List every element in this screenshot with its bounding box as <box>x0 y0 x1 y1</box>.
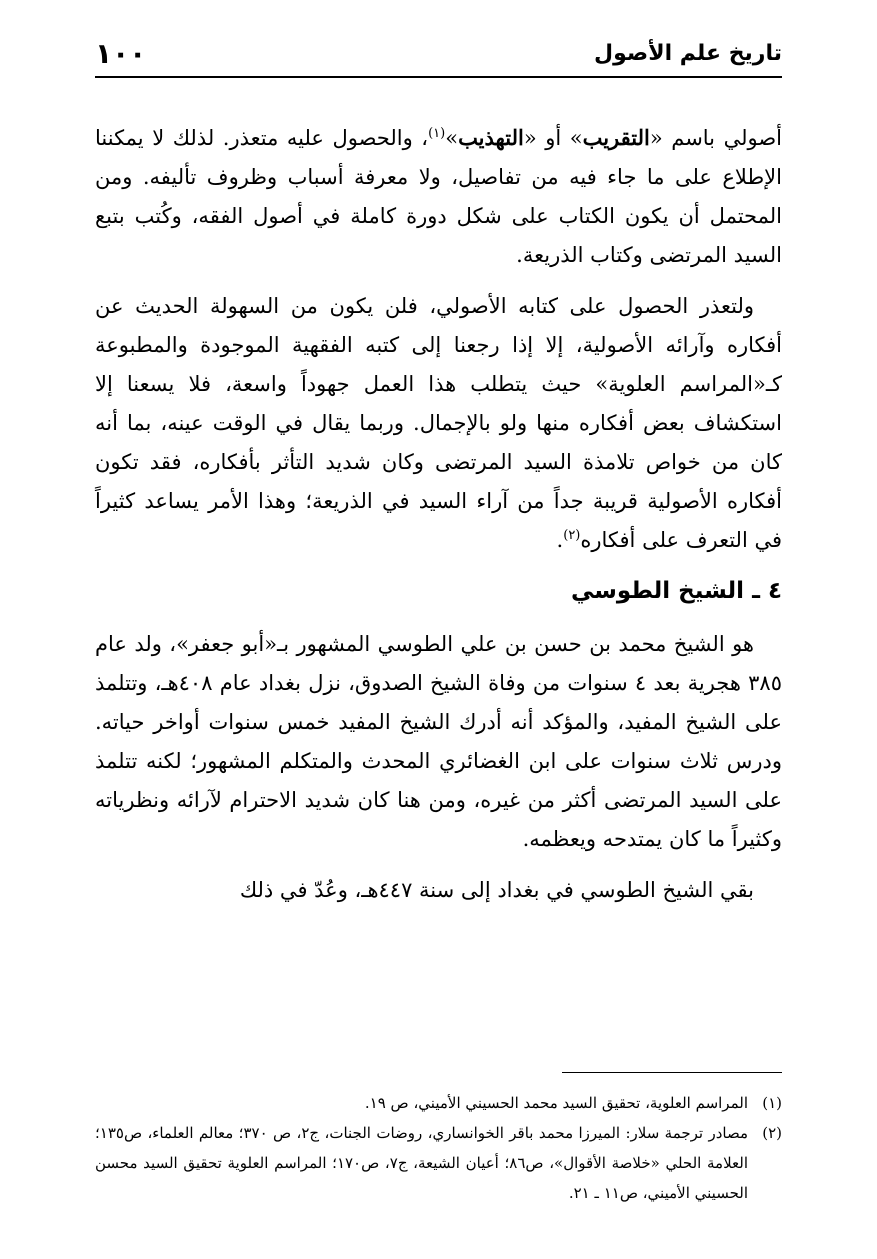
paragraph-3: هو الشيخ محمد بن حسن بن علي الطوسي المشهور بـ«أبو جعفر»، ولد عام ٣٨٥ هجرية بعد ٤ سنوات من وفاة الشيخ الصدوق، نزل بغداد عام ٤٠٨هـ، وتتلمذ على الشيخ المفيد، والمؤكد أنه أدرك الشيخ المفيد خمس سنوات أواخر حياته. ودرس ثلاث سنوات على ابن الغضائري المحدث والمتكلم المشهور؛ لكنه تتلمذ على السيد المرتضى أكثر من غيره، ومن هنا كان شديد الاحترام لآرائه ونظرياته وكثيراً ما كان يمتدحه ويعظمه. <box>95 632 782 851</box>
body-text <box>95 118 782 922</box>
footnote-ref-1[interactable]: (١) <box>428 126 446 141</box>
paragraph-2-part-b: . <box>556 528 564 552</box>
paragraph-1-part-e: » <box>445 126 459 150</box>
footnote-text: المراسم العلوية، تحقيق السيد محمد الحسيني الأميني، ص ١٩. <box>364 1094 748 1112</box>
paragraph-2 <box>95 287 782 560</box>
paragraph-1-part-a: أصولي باسم « <box>649 126 782 150</box>
footnote-2 <box>95 1118 782 1208</box>
book-title-tahdhib: التهذيب <box>458 125 524 150</box>
paragraph-1-part-f: ، والحصول عليه متعذر. لذلك لا يمكننا الإطلاع على ما جاء فيه من تفاصيل، ولا معرفة أسباب وظروف تأليفه. ومن المحتمل أن يكون الكتاب على شكل دورة كاملة في أصول الفقه، وكُتب بتبع السيد المرتضى وكتاب الذريعة. <box>95 126 782 267</box>
book-title-taqrib: التقريب <box>582 125 650 150</box>
page-header <box>95 30 782 78</box>
footnotes <box>95 1088 782 1208</box>
paragraph-1 <box>95 118 782 275</box>
paragraph-1-part-c: » أو « <box>523 126 583 150</box>
footnote-divider <box>562 1072 782 1073</box>
footnote-text: مصادر ترجمة سلار: الميرزا محمد باقر الخوانساري، روضات الجنات، ج٢، ص ٣٧٠؛ معالم العلماء، ص١٣٥؛ العلامة الحلي «خلاصة الأقوال»، ص٨٦؛ أعيان الشيعة، ج٧، ص١٧٠؛ المراسم العلوية تحقيق السيد محسن الحسيني الأميني، ص١١ ـ ٢١. <box>95 1124 749 1202</box>
section-heading: ٤ ـ الشيخ الطوسي <box>570 578 782 604</box>
page-number: ١٠٠ <box>95 36 147 70</box>
footnote-1 <box>95 1088 782 1118</box>
paragraph-4: بقي الشيخ الطوسي في بغداد إلى سنة ٤٤٧هـ، وعُدّ في ذلك <box>239 878 754 902</box>
footnote-number: (١) <box>762 1094 782 1112</box>
paragraph-2-part-a: ولتعذر الحصول على كتابه الأصولي، فلن يكون من السهولة الحديث عن أفكاره وآرائه الأصولية، إلا إذا رجعنا إلى كتبه الفقهية الموجودة والمطبوعة كـ«المراسم العلوية» حيث يتطلب هذا العمل جهوداً واسعة، فلا يسعنا إلا استكشاف بعض أفكاره منها ولو بالإجمال. وربما يقال في الوقت عينه، بما أنه كان من خواص تلامذة السيد المرتضى وكان شديد التأثر بأفكاره، فقد تكون أفكاره الأصولية قريبة جداً من آراء السيد في الذريعة؛ وهذا الأمر يساعد كثيراً في التعرف على أفكاره <box>95 294 782 552</box>
running-title: تاريخ علم الأصول <box>594 40 782 66</box>
footnote-number: (٢) <box>762 1124 783 1142</box>
footnote-ref-2[interactable]: (٢) <box>563 528 581 543</box>
